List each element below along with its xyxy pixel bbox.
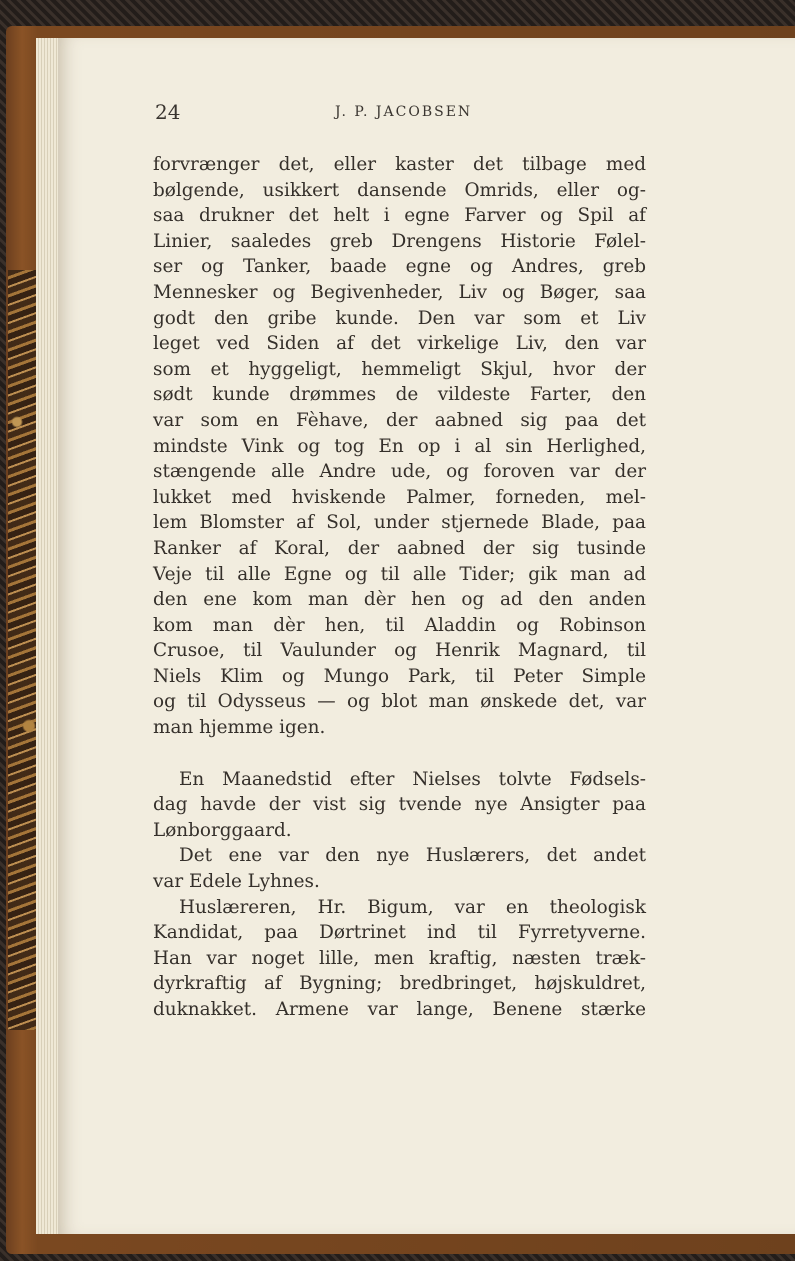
text-line: stængende alle Andre ude, og foroven var der [153, 461, 646, 483]
paragraph-gap [153, 741, 646, 767]
text-line: saa drukner det helt i egne Farver og Spil af [153, 205, 646, 227]
text-line: Veje til alle Egne og til alle Tider; gik man ad [153, 563, 646, 585]
text-line: duknakket. Armene var lange, Benene stærke [153, 999, 646, 1020]
text-line: Kandidat, paa Dørtrinet ind til Fyrretyverne. [153, 922, 646, 944]
text-line: Crusoe, til Vaulunder og Henrik Magnard, til [153, 640, 646, 662]
text-line: man hjemme igen. [153, 717, 326, 739]
text-line: som et hyggeligt, hemmeligt Skjul, hvor der [153, 358, 646, 380]
text-line: Mennesker og Begivenheder, Liv og Bøger, saa [153, 281, 646, 303]
body-text [153, 152, 646, 1023]
text-line: og til Odysseus — og blot man ønskede det, var [153, 691, 646, 713]
text-line: bølgende, usikkert dansende Omrids, eller og- [153, 179, 646, 201]
text-line: sødt kunde drømmes de vildeste Farter, den [153, 384, 646, 406]
paragraph-3 [153, 843, 646, 894]
page-number: 24 [155, 100, 181, 124]
page-header [155, 100, 645, 126]
text-line: dag havde der vist sig tvende nye Ansigter paa [153, 794, 646, 816]
paragraph-4 [153, 895, 646, 1023]
text-line: Det ene var den nye Huslærers, det andet [179, 845, 646, 867]
running-head: J. P. JACOBSEN [335, 104, 473, 120]
paragraph-1 [153, 152, 646, 741]
text-line: mindste Vink og tog En op i al sin Herlighed, [153, 435, 646, 457]
text-line: Lønborggaard. [153, 819, 292, 841]
text-line: lukket med hviskende Palmer, forneden, mel- [153, 486, 646, 508]
paragraph-2 [153, 767, 646, 844]
marbled-binding [8, 270, 38, 1030]
text-line: lem Blomster af Sol, under stjernede Blade, paa [153, 512, 646, 534]
text-line: ser og Tanker, baade egne og Andres, greb [153, 256, 646, 278]
text-line: Linier, saaledes greb Drengens Historie Følel- [153, 230, 646, 252]
text-line: Niels Klim og Mungo Park, til Peter Simple [153, 665, 646, 687]
text-line: Ranker af Koral, der aabned der sig tusinde [153, 537, 646, 559]
text-line: Huslæreren, Hr. Bigum, var en theologisk [179, 896, 646, 918]
text-line: kom man dèr hen, til Aladdin og Robinson [153, 614, 646, 636]
text-line: dyrkraftig af Bygning; bredbringet, højskuldret, [153, 973, 646, 995]
text-line: den ene kom man dèr hen og ad den anden [153, 589, 646, 611]
text-line: godt den gribe kunde. Den var som et Liv [153, 307, 646, 329]
text-line: En Maanedstid efter Nielses tolvte Fødsels- [179, 768, 646, 790]
text-line: Han var noget lille, men kraftig, næsten træk- [153, 947, 646, 969]
text-line: forvrænger det, eller kaster det tilbage med [153, 154, 646, 175]
text-line: leget ved Siden af det virkelige Liv, den var [153, 333, 646, 355]
text-line: var Edele Lyhnes. [153, 871, 320, 893]
text-line: var som en Fèhave, der aabned sig paa det [153, 409, 646, 431]
